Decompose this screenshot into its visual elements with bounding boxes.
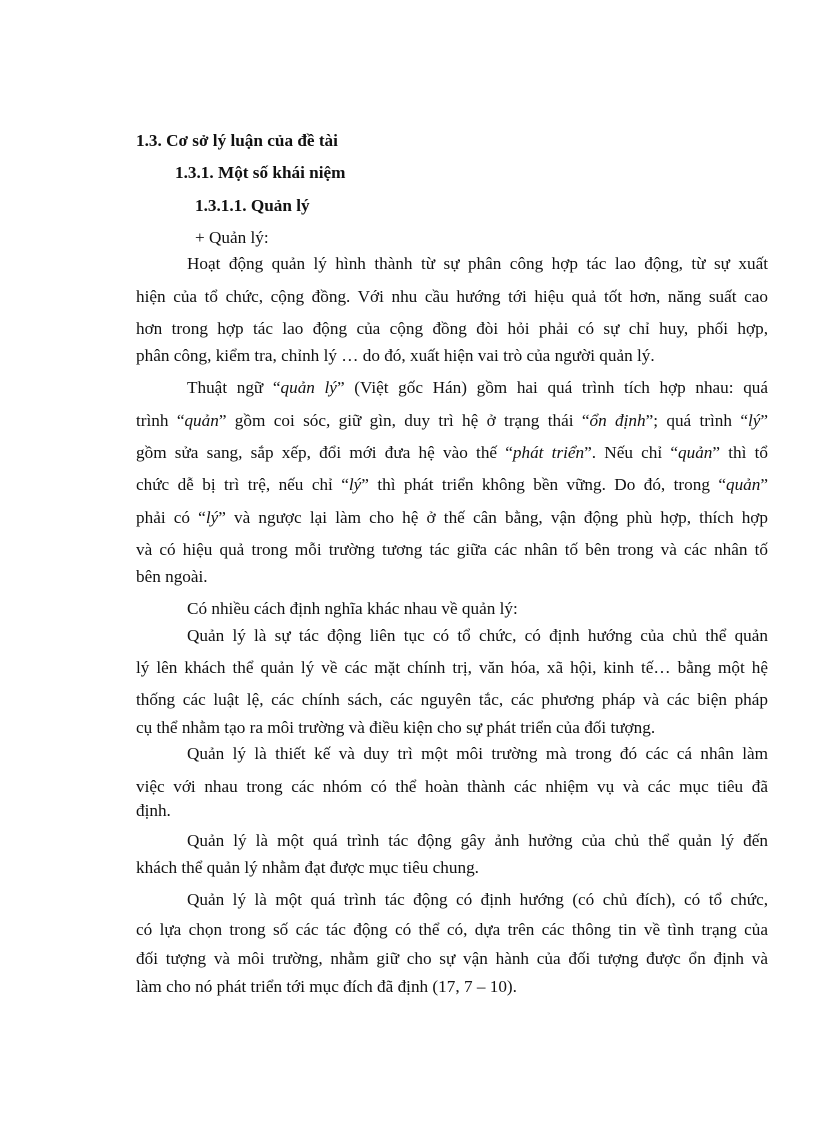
para5-line3: định. — [136, 801, 171, 820]
para4-line3: thống các luật lệ, các chính sách, các nguyên tắc, các phương pháp và các biện pháp — [136, 690, 768, 709]
para2-line1: Thuật ngữ “quản lý” (Việt gốc Hán) gồm hai quá trình tích hợp nhau: quá — [187, 378, 768, 397]
para2-line5: phải có “lý” và ngược lại làm cho hệ ở thế cân bằng, vận động phù hợp, thích hợp — [136, 508, 768, 527]
para1-line2: hiện của tổ chức, cộng đồng. Với nhu cầu hướng tới hiệu quả tốt hơn, năng suất cao — [136, 287, 768, 306]
para7-line3: đối tượng và môi trường, nhằm giữ cho sự vận hành của đối tượng được ổn định và — [136, 949, 768, 968]
sub-label-quan-ly: + Quản lý: — [195, 228, 269, 247]
para5-line1: Quản lý là thiết kế và duy trì một môi trường mà trong đó các cá nhân làm — [187, 744, 768, 763]
section-heading-1-3-1: 1.3.1. Một số khái niệm — [175, 163, 346, 182]
para2-line4: chức dễ bị trì trệ, nếu chỉ “lý” thì phát triển không bền vững. Do đó, trong “quản” — [136, 475, 768, 494]
para6-line2: khách thể quản lý nhằm đạt được mục tiêu chung. — [136, 858, 479, 877]
para3-line1: Có nhiều cách định nghĩa khác nhau về quản lý: — [187, 599, 518, 618]
para2-line2: trình “quản” gồm coi sóc, giữ gìn, duy trì hệ ở trạng thái “ổn định”; quá trình “lý” — [136, 411, 768, 430]
section-heading-1-3: 1.3. Cơ sở lý luận của đề tài — [136, 131, 338, 150]
section-heading-1-3-1-1: 1.3.1.1. Quản lý — [195, 196, 310, 215]
para5-line2: việc với nhau trong các nhóm có thể hoàn thành các nhiệm vụ và các mục tiêu đã — [136, 777, 768, 796]
para2-line7: bên ngoài. — [136, 567, 208, 586]
para6-line1: Quản lý là một quá trình tác động gây ảnh hưởng của chủ thể quản lý đến — [187, 831, 768, 850]
para1-line1: Hoạt động quản lý hình thành từ sự phân công hợp tác lao động, từ sự xuất — [187, 254, 768, 273]
para4-line1: Quản lý là sự tác động liên tục có tổ chức, có định hướng của chủ thể quản — [187, 626, 768, 645]
para1-line4: phân công, kiểm tra, chỉnh lý … do đó, xuất hiện vai trò của người quản lý. — [136, 346, 655, 365]
para2-line3: gồm sửa sang, sắp xếp, đổi mới đưa hệ vào thế “phát triển”. Nếu chỉ “quản” thì tổ — [136, 443, 768, 462]
para7-line2: có lựa chọn trong số các tác động có thể có, dựa trên các thông tin về tình trạng của — [136, 920, 768, 939]
para4-line2: lý lên khách thể quản lý về các mặt chính trị, văn hóa, xã hội, kinh tế… bằng một hệ — [136, 658, 768, 677]
para1-line3: hơn trong hợp tác lao động của cộng đồng đòi hỏi phải có sự chỉ huy, phối hợp, — [136, 319, 768, 338]
para7-line4: làm cho nó phát triển tới mục đích đã định (17, 7 – 10). — [136, 977, 517, 996]
para2-line6: và có hiệu quả trong mỗi trường tương tác giữa các nhân tố bên trong và các nhân tố — [136, 540, 768, 559]
para7-line1: Quản lý là một quá trình tác động có định hướng (có chủ đích), có tổ chức, — [187, 890, 768, 909]
para4-line4: cụ thể nhằm tạo ra môi trường và điều kiện cho sự phát triển của đối tượng. — [136, 718, 656, 737]
